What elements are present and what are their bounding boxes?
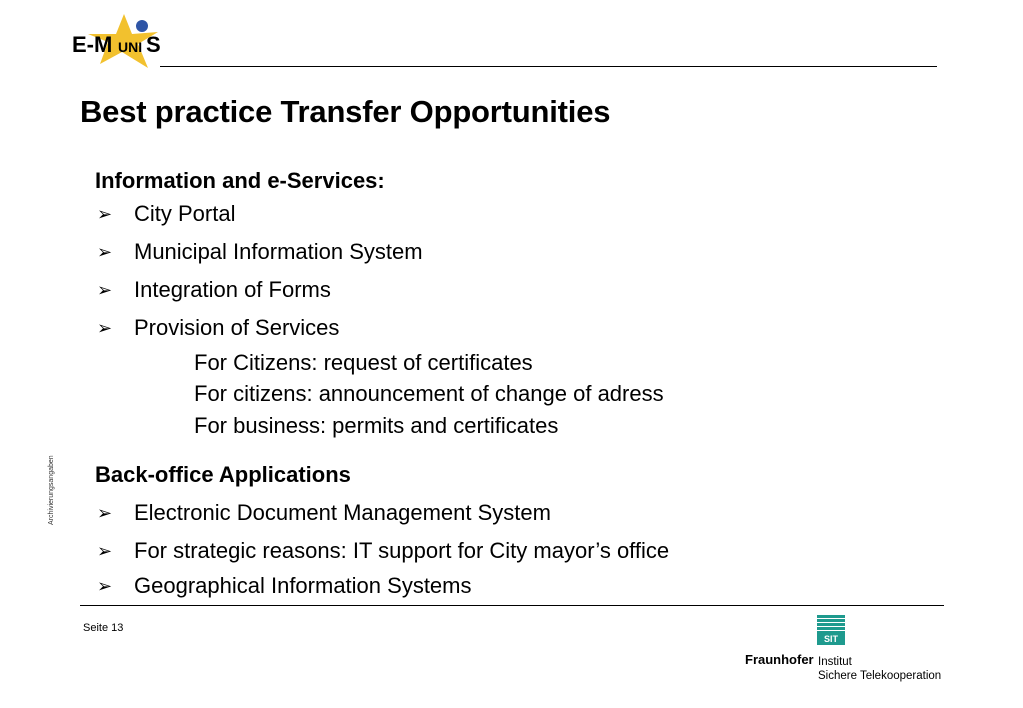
section-heading-info: Information and e-Services: <box>95 168 385 193</box>
list-item-label: Municipal Information System <box>134 239 423 264</box>
list-item-label: For strategic reasons: IT support for City mayor’s office <box>134 538 670 563</box>
sub-item: For Citizens: request of certificates <box>194 350 533 375</box>
svg-text:E-M: E-M <box>72 32 113 57</box>
sit-label: SIT <box>823 634 839 644</box>
fraunhofer-logo-text: Fraunhofer <box>745 652 814 667</box>
section-heading-backoffice: Back-office Applications <box>95 462 351 487</box>
list-item <box>97 239 423 265</box>
list-item-label: City Portal <box>134 201 236 226</box>
arrow-bullet-icon: ➢ <box>97 502 113 523</box>
arrow-bullet-icon: ➢ <box>97 540 113 561</box>
sit-logo-icon <box>817 615 845 645</box>
archive-note: Archivierungsangaben <box>48 455 55 525</box>
list-item <box>97 201 235 227</box>
list-item-label: Integration of Forms <box>134 277 331 302</box>
institute-name <box>818 655 941 683</box>
svg-text:UNI: UNI <box>118 39 143 55</box>
arrow-bullet-icon: ➢ <box>97 203 113 224</box>
list-item <box>97 573 472 599</box>
logo-dot-icon <box>136 20 148 32</box>
arrow-bullet-icon: ➢ <box>97 317 113 338</box>
page-number: Seite 13 <box>83 622 124 634</box>
sub-item: For citizens: announcement of change of adress <box>194 381 664 406</box>
footer-divider <box>80 605 944 606</box>
arrow-bullet-icon: ➢ <box>97 241 113 262</box>
list-item <box>97 315 339 341</box>
svg-text:S: S <box>146 32 161 57</box>
list-item <box>97 277 331 303</box>
emunis-logo <box>66 12 166 70</box>
list-item-label: Provision of Services <box>134 315 340 340</box>
arrow-bullet-icon: ➢ <box>97 279 113 300</box>
sub-item: For business: permits and certificates <box>194 413 559 438</box>
list-item <box>97 538 669 564</box>
list-item <box>97 500 551 526</box>
arrow-bullet-icon: ➢ <box>97 575 113 596</box>
list-item-label: Geographical Information Systems <box>134 573 472 598</box>
list-item-label: Electronic Document Management System <box>134 500 551 525</box>
slide-title: Best practice Transfer Opportunities <box>80 94 611 129</box>
institute-line-2: Sichere Telekooperation <box>818 670 942 682</box>
header-divider <box>160 66 937 67</box>
institute-line-1: Institut <box>818 656 852 668</box>
